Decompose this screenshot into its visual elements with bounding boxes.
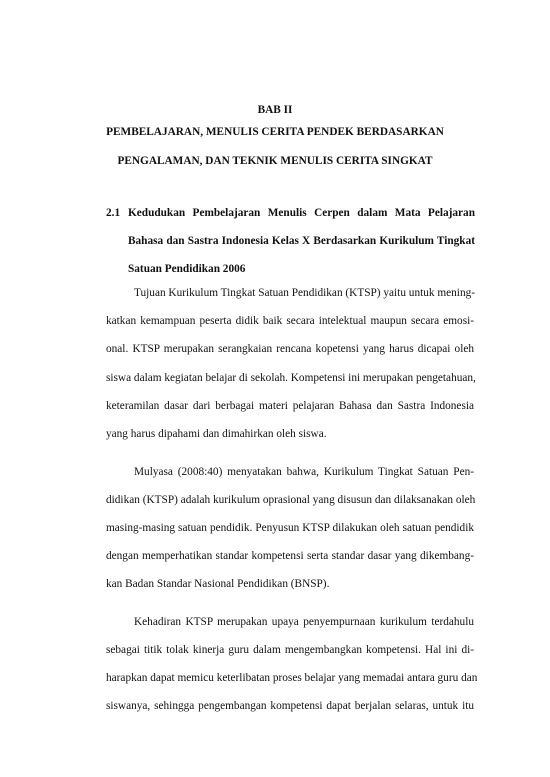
paragraph-3-line-1: Kehadiran KTSP merupakan upaya penyempurnaan kurikulum terdahulu [134,616,474,628]
paragraph-2-line-5: kan Badan Standar Nasional Pendidikan (BNSP). [106,578,330,590]
paragraph-3-line-3: harapkan dapat memicu keterlibatan proses belajar yang memadai antara guru dan [106,672,478,684]
paragraph-1-line-2: katkan kemampuan peserta didik baik secara intelektual maupun secara emosi- [106,315,474,327]
paragraph-2-line-3: masing-masing satuan pendidik. Penyusun KTSP dilakukan oleh satuan pendidik [106,522,474,534]
paragraph-1-line-3: onal. KTSP merupakan serangkaian rencana kopetensi yang harus dicapai oleh [106,343,474,355]
paragraph-1-line-4: siswa dalam kegiatan belajar di sekolah. Kompetensi ini merupakan pengetahuan, [106,372,476,384]
section-title-line-2: Bahasa dan Sastra Indonesia Kelas X Berdasarkan Kurikulum Tingkat [128,235,475,247]
paragraph-1-line-1: Tujuan Kurikulum Tingkat Satuan Pendidikan (KTSP) yaitu untuk mening- [134,287,476,299]
paragraph-3-line-2: sebagai titik tolak kinerja guru dalam mengembangkan kompetensi. Hal ini di- [106,644,474,656]
section-title-line-3: Satuan Pendidikan 2006 [128,263,246,275]
section-number: 2.1 [106,207,121,219]
paragraph-2-line-2: didikan (KTSP) adalah kurikulum oprasional yang disusun dan dilaksanakan oleh [106,494,476,506]
chapter-title-line-2: PENGALAMAN, DAN TEKNIK MENULIS CERITA SINGKAT [117,155,433,167]
chapter-label: BAB II [257,104,293,116]
chapter-title-line-1: PEMBELAJARAN, MENULIS CERITA PENDEK BERDASARKAN [106,126,444,138]
paragraph-3-line-4: siswanya, sehingga pengembangan kompetensi dapat berjalan selaras, untuk itu [106,700,474,712]
paragraph-1-line-6: yang harus dipahami dan dimahirkan oleh siswa. [106,428,327,440]
paragraph-1-line-5: keteramilan dasar dari berbagai materi pelajaran Bahasa dan Sastra Indonesia [106,400,474,412]
section-title-line-1: Kedudukan Pembelajaran Menulis Cerpen dalam Mata Pelajaran [128,207,475,219]
paragraph-2-line-4: dengan memperhatikan standar kompetensi serta standar dasar yang dikembang- [106,550,474,562]
paragraph-2-line-1: Mulyasa (2008:40) menyatakan bahwa, Kurikulum Tingkat Satuan Pen- [134,466,474,478]
